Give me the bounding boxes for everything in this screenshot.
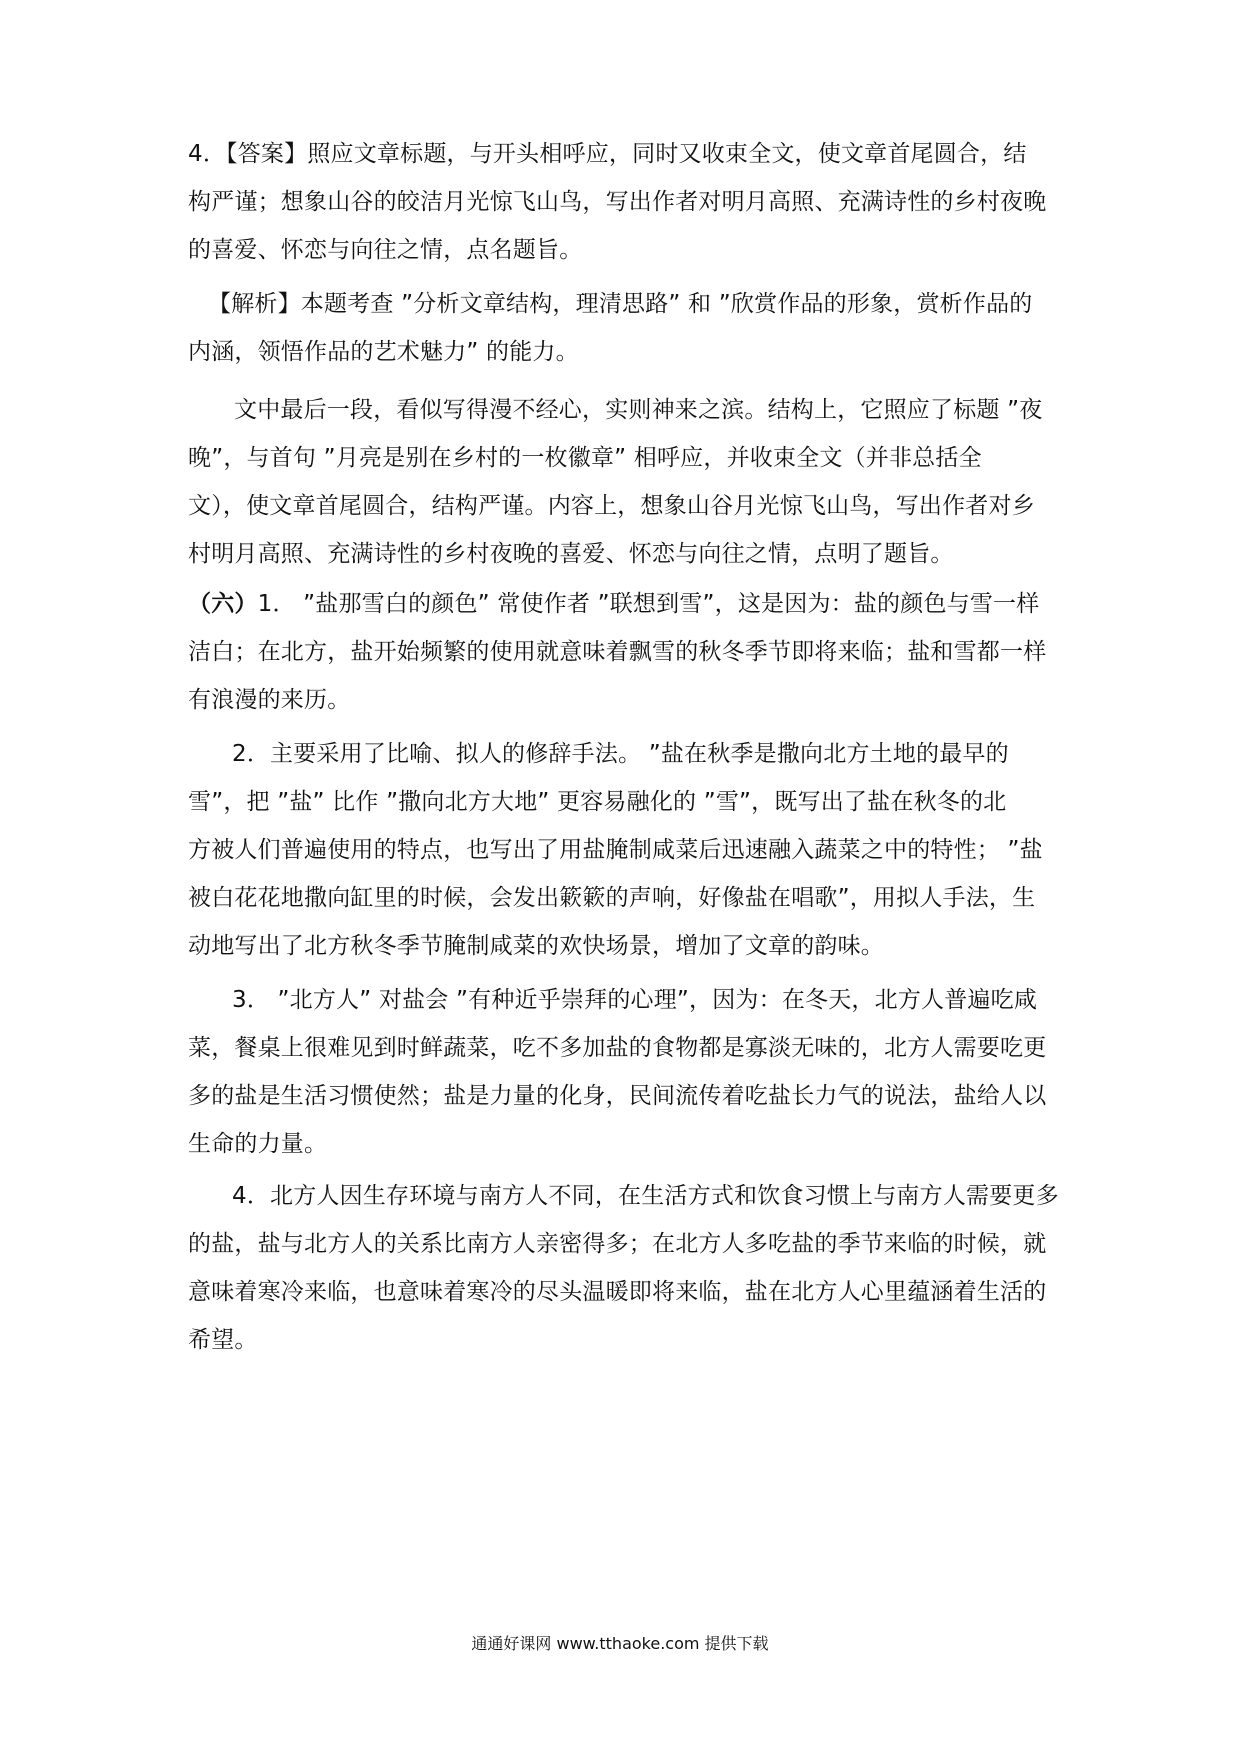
text-line: 4．【答案】照应文章标题，与开头相呼应，同时又收束全文，使文章首尾圆合，结 (188, 141, 1027, 167)
text-line: 动地写出了北方秋冬季节腌制咸菜的欢快场景，增加了文章的韵味。 (188, 933, 884, 959)
section-six-label: （六） (188, 591, 258, 617)
text-line: 生命的力量。 (188, 1131, 328, 1157)
text-line: 3． ”北方人” 对盐会 ”有种近乎崇拜的心理”，因为：在冬天，北方人普遍吃咸 (232, 987, 1038, 1013)
answer-4-paragraph (188, 130, 1058, 274)
text-line: 洁白；在北方，盐开始频繁的使用就意味着飘雪的秋冬季节即将来临；盐和雪都一样 (188, 639, 1047, 665)
text-line: 菜，餐桌上很难见到时鲜蔬菜，吃不多加盐的食物都是寡淡无味的，北方人需要吃更 (188, 1035, 1047, 1061)
text-line: 希望。 (188, 1327, 258, 1353)
section-six-q2-paragraph (188, 730, 1058, 970)
text-line: 【解析】本题考查 ”分析文章结构，理清思路” 和 ”欣赏作品的形象，赏析作品的 (208, 291, 1033, 317)
text-line: 4．北方人因生存环境与南方人不同，在生活方式和饮食习惯上与南方人需要更多 (232, 1183, 1059, 1209)
text-line: 的盐，盐与北方人的关系比南方人亲密得多；在北方人多吃盐的季节来临的时候，就 (188, 1231, 1047, 1257)
text-line (188, 580, 1058, 628)
text-line: 多的盐是生活习惯使然；盐是力量的化身，民间流传着吃盐长力气的说法，盐给人以 (188, 1083, 1047, 1109)
text-line: 村明月高照、充满诗性的乡村夜晚的喜爱、怀恋与向往之情，点明了题旨。 (188, 541, 954, 567)
text-line: 构严谨；想象山谷的皎洁月光惊飞山鸟，写出作者对明月高照、充满诗性的乡村夜晚 (188, 189, 1047, 215)
text-line: 方被人们普遍使用的特点，也写出了用盐腌制咸菜后迅速融入蔬菜之中的特性； ”盐 (188, 837, 1043, 863)
section-six-q3-paragraph (188, 976, 1058, 1168)
text-line: 意味着寒冷来临，也意味着寒冷的尽头温暖即将来临，盐在北方人心里蕴涵着生活的 (188, 1279, 1047, 1305)
text-line: 内涵，领悟作品的艺术魅力” 的能力。 (188, 339, 579, 365)
text-line: 被白花花地撒向缸里的时候，会发出簌簌的声响，好像盐在唱歌”，用拟人手法，生 (188, 885, 1036, 911)
text-line: 晚”，与首句 ”月亮是别在乡村的一枚徽章” 相呼应，并收束全文（并非总括全 (188, 445, 982, 471)
text-line: 2．主要采用了比喻、拟人的修辞手法。 ”盐在秋季是撒向北方土地的最早的 (232, 741, 1009, 767)
text-line-content: 1． ”盐那雪白的颜色” 常使作者 ”联想到雪”，这是因为：盐的颜色与雪一样 (257, 591, 1040, 617)
text-line: 的喜爱、怀恋与向往之情，点名题旨。 (188, 237, 583, 263)
text-line: 有浪漫的来历。 (188, 687, 351, 713)
text-line: 文中最后一段，看似写得漫不经心，实则神来之滨。结构上，它照应了标题 ”夜 (234, 397, 1043, 423)
text-line: 文），使文章首尾圆合，结构严谨。内容上，想象山谷月光惊飞山鸟，写出作者对乡 (188, 493, 1035, 519)
analysis-paragraph (188, 280, 1058, 376)
page-footer: 通通好课网 www.tthaoke.com 提供下载 (471, 1634, 769, 1653)
section-six-q4-paragraph (188, 1172, 1058, 1364)
analysis-body-paragraph (188, 386, 1058, 578)
section-six-q1-paragraph (188, 580, 1058, 724)
text-line: 雪”，把 ”盐” 比作 ”撒向北方大地” 更容易融化的 ”雪”，既写出了盐在秋冬的北 (188, 789, 1007, 815)
